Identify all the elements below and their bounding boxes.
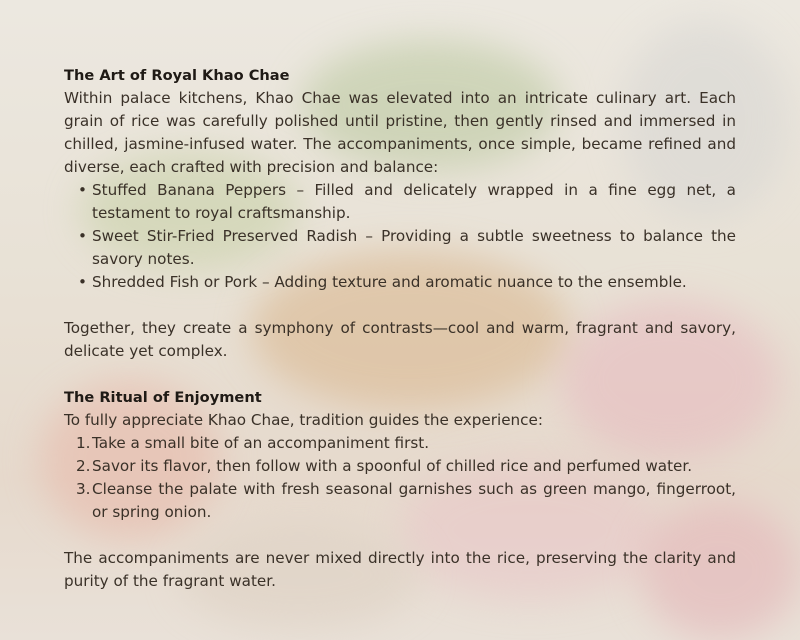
closing-paragraph: The accompaniments are never mixed directly into the rice, preserving the clarity and purity of the fragrant water. [64, 549, 736, 590]
contrast-paragraph: Together, they create a symphony of contrasts—cool and warm, fragrant and savory, delicate yet complex. [64, 319, 736, 360]
list-item: • Shredded Fish or Pork – Adding texture and aromatic nuance to the ensemble. [64, 271, 736, 294]
list-item: • Stuffed Banana Peppers – Filled and delicately wrapped in a fine egg net, a testament to royal craftsmanship. [64, 179, 736, 225]
article-body [64, 64, 736, 593]
list-item [64, 455, 736, 478]
step-number: 1. [76, 434, 91, 452]
list-item [64, 478, 736, 524]
section-heading-royal-khao-chae: The Art of Royal Khao Chae [64, 67, 290, 84]
accompaniments-list [64, 179, 736, 294]
step-text: Cleanse the palate with fresh seasonal garnishes such as green mango, fingerroot, or spring onion. [92, 480, 736, 521]
step-text: Take a small bite of an accompaniment first. [92, 434, 430, 452]
list-item [64, 432, 736, 455]
list-item: • Sweet Stir-Fried Preserved Radish – Providing a subtle sweetness to balance the savory notes. [64, 225, 736, 271]
ritual-steps-list [64, 432, 736, 524]
step-number: 2. [76, 457, 91, 475]
section-intro-paragraph: Within palace kitchens, Khao Chae was elevated into an intricate culinary art. Each grain of rice was carefully polished until pristine, then gently rinsed and immersed in chilled, jasmine-infused water. The accompaniments, once simple, became refined and diverse, each crafted with precision and balance: [64, 89, 736, 176]
step-text: Savor its flavor, then follow with a spoonful of chilled rice and perfumed water. [92, 457, 693, 475]
ritual-intro-paragraph: To fully appreciate Khao Chae, tradition guides the experience: [64, 411, 543, 429]
section-heading-ritual: The Ritual of Enjoyment [64, 389, 262, 406]
step-number: 3. [76, 480, 91, 498]
